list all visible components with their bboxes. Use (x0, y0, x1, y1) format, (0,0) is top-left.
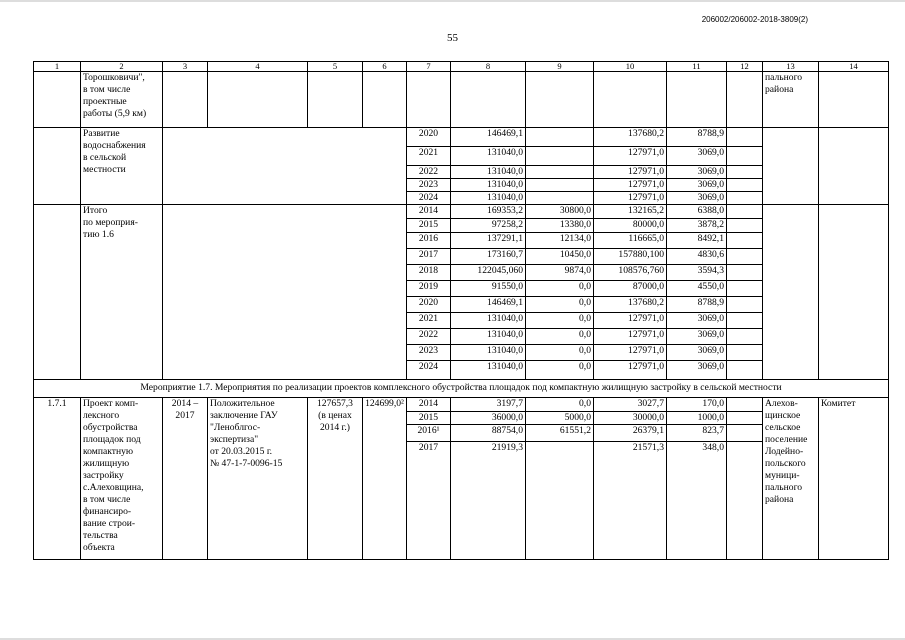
total-cell: 137291,1 (451, 233, 526, 249)
local-cell: 3069,0 (667, 166, 727, 179)
year-cell: 2017 (407, 249, 451, 265)
total-cell: 131040,0 (451, 147, 526, 166)
column-number: 1 (34, 62, 81, 72)
total-cell: 131040,0 (451, 179, 526, 192)
column-number: 10 (594, 62, 667, 72)
year-cell: 2020 (407, 128, 451, 147)
implementation-period: 2014 – 2017 (163, 398, 208, 560)
column-number: 9 (526, 62, 594, 72)
federal-cell: 12134,0 (526, 233, 594, 249)
continuation-row (34, 72, 889, 128)
federal-cell (526, 147, 594, 166)
regional-cell: 127971,0 (594, 166, 667, 179)
regional-cell: 30000,0 (594, 412, 667, 425)
regional-cell: 3027,7 (594, 398, 667, 412)
total-cell: 146469,1 (451, 297, 526, 313)
total-cell: 3197,7 (451, 398, 526, 412)
total-measure-name: Итого по мероприя- тию 1.6 (81, 205, 163, 380)
year-cell: 2020 (407, 297, 451, 313)
federal-cell (526, 192, 594, 205)
column-number: 8 (451, 62, 526, 72)
expertise-conclusion: Положительное заключение ГАУ "Леноблгос- экспертиза" от 20.03.2015 г. № 47-1-7-0096-15 (208, 398, 308, 560)
remaining-cost: 124699,0² (363, 398, 407, 560)
program-table-sheet (33, 61, 888, 564)
federal-cell: 0,0 (526, 398, 594, 412)
responsible-executor: Алехов- щинское сельское поселение Лодейно- польского муници- пального района (763, 398, 819, 560)
column-number: 2 (81, 62, 163, 72)
local-cell: 8492,1 (667, 233, 727, 249)
local-cell: 3069,0 (667, 361, 727, 380)
total-cell: 169353,2 (451, 205, 526, 219)
regional-cell: 127971,0 (594, 313, 667, 329)
regional-cell: 127971,0 (594, 361, 667, 380)
federal-cell: 9874,0 (526, 265, 594, 281)
federal-cell (526, 128, 594, 147)
year-cell: 2021 (407, 147, 451, 166)
total-cell: 91550,0 (451, 281, 526, 297)
federal-cell: 0,0 (526, 313, 594, 329)
year-cell: 2018 (407, 265, 451, 281)
column-number: 14 (819, 62, 889, 72)
estimated-cost: 127657,3 (в ценах 2014 г.) (308, 398, 363, 560)
total-cell: 21919,3 (451, 442, 526, 560)
year-cell: 2019 (407, 281, 451, 297)
total-cell: 131040,0 (451, 361, 526, 380)
local-cell: 3069,0 (667, 192, 727, 205)
regional-cell: 127971,0 (594, 329, 667, 345)
local-cell: 3069,0 (667, 147, 727, 166)
regional-cell: 21571,3 (594, 442, 667, 560)
federal-cell: 30800,0 (526, 205, 594, 219)
local-cell: 1000,0 (667, 412, 727, 425)
local-cell: 4550,0 (667, 281, 727, 297)
year-cell: 2015 (407, 412, 451, 425)
year-cell: 2023 (407, 345, 451, 361)
column-number: 5 (308, 62, 363, 72)
customer: Комитет (819, 398, 889, 560)
section-banner-row (34, 380, 889, 398)
year-cell: 2022 (407, 329, 451, 345)
regional-cell: 137680,2 (594, 128, 667, 147)
local-cell: 4830,6 (667, 249, 727, 265)
column-number: 12 (727, 62, 763, 72)
total-cell: 122045,060 (451, 265, 526, 281)
year-cell: 2022 (407, 166, 451, 179)
federal-cell (526, 179, 594, 192)
local-cell: 3069,0 (667, 329, 727, 345)
year-cell: 2021 (407, 313, 451, 329)
local-cell: 3878,2 (667, 219, 727, 233)
regional-cell: 26379,1 (594, 425, 667, 442)
year-cell: 2024 (407, 192, 451, 205)
year-cell: 2014 (407, 398, 451, 412)
regional-cell: 127971,0 (594, 345, 667, 361)
total-cell: 131040,0 (451, 313, 526, 329)
local-cell: 170,0 (667, 398, 727, 412)
regional-cell: 132165,2 (594, 205, 667, 219)
federal-cell: 0,0 (526, 297, 594, 313)
section-banner: Мероприятие 1.7. Мероприятия по реализации проектов комплексного обустройства площадок под компактную жилищную застройку в сельской местности (34, 380, 889, 398)
regional-cell: 127971,0 (594, 179, 667, 192)
regional-cell: 137680,2 (594, 297, 667, 313)
project-name: Проект комп- лексного обустройства площадок под компактную жилищную застройку с.Алеховщина, в том числе финансиро- вание строи- тельства объекта (81, 398, 163, 560)
total-cell: 131040,0 (451, 329, 526, 345)
regional-cell: 108576,760 (594, 265, 667, 281)
federal-cell: 0,0 (526, 345, 594, 361)
total-cell: 97258,2 (451, 219, 526, 233)
regional-cell: 127971,0 (594, 192, 667, 205)
federal-cell: 61551,2 (526, 425, 594, 442)
total-cell: 36000,0 (451, 412, 526, 425)
federal-cell: 13380,0 (526, 219, 594, 233)
regional-cell: 87000,0 (594, 281, 667, 297)
column-number-row (34, 62, 889, 72)
local-cell: 8788,9 (667, 297, 727, 313)
measure-code: 1.7.1 (34, 398, 81, 560)
table-row (34, 205, 889, 219)
local-cell: 8788,9 (667, 128, 727, 147)
page-number: 55 (447, 32, 458, 44)
local-cell: 823,7 (667, 425, 727, 442)
federal-cell: 5000,0 (526, 412, 594, 425)
regional-cell: 116665,0 (594, 233, 667, 249)
federal-cell: 0,0 (526, 361, 594, 380)
local-cell: 6388,0 (667, 205, 727, 219)
local-cell: 348,0 (667, 442, 727, 560)
total-cell: 131040,0 (451, 166, 526, 179)
total-cell: 131040,0 (451, 192, 526, 205)
local-cell: 3069,0 (667, 345, 727, 361)
total-cell: 173160,7 (451, 249, 526, 265)
local-cell: 3069,0 (667, 313, 727, 329)
federal-cell (526, 166, 594, 179)
federal-cell (526, 442, 594, 560)
regional-cell: 80000,0 (594, 219, 667, 233)
total-cell: 88754,0 (451, 425, 526, 442)
local-cell: 3069,0 (667, 179, 727, 192)
column-number: 13 (763, 62, 819, 72)
total-cell: 131040,0 (451, 345, 526, 361)
year-cell: 2015 (407, 219, 451, 233)
water-supply-name: Развитие водоснабжения в сельской местности (81, 128, 163, 205)
column-number: 4 (208, 62, 308, 72)
year-cell: 2024 (407, 361, 451, 380)
column-number: 7 (407, 62, 451, 72)
total-cell: 146469,1 (451, 128, 526, 147)
regional-cell: 157880,100 (594, 249, 667, 265)
federal-cell: 0,0 (526, 281, 594, 297)
year-cell: 2023 (407, 179, 451, 192)
year-cell: 2016 (407, 233, 451, 249)
year-cell: 2017 (407, 442, 451, 560)
continuation-responsible: пального района (763, 72, 819, 128)
continuation-name: Торошковичи", в том числе проектные работы (5,9 км) (81, 72, 163, 128)
local-cell: 3594,3 (667, 265, 727, 281)
table-row (34, 398, 889, 412)
year-cell: 2016¹ (407, 425, 451, 442)
program-table (33, 61, 889, 560)
year-cell: 2014 (407, 205, 451, 219)
page-edge-top (0, 0, 905, 2)
column-number: 6 (363, 62, 407, 72)
document-number: 206002/206002-2018-3809(2) (701, 15, 808, 24)
table-row (34, 128, 889, 147)
column-number: 3 (163, 62, 208, 72)
regional-cell: 127971,0 (594, 147, 667, 166)
federal-cell: 10450,0 (526, 249, 594, 265)
column-number: 11 (667, 62, 727, 72)
federal-cell: 0,0 (526, 329, 594, 345)
